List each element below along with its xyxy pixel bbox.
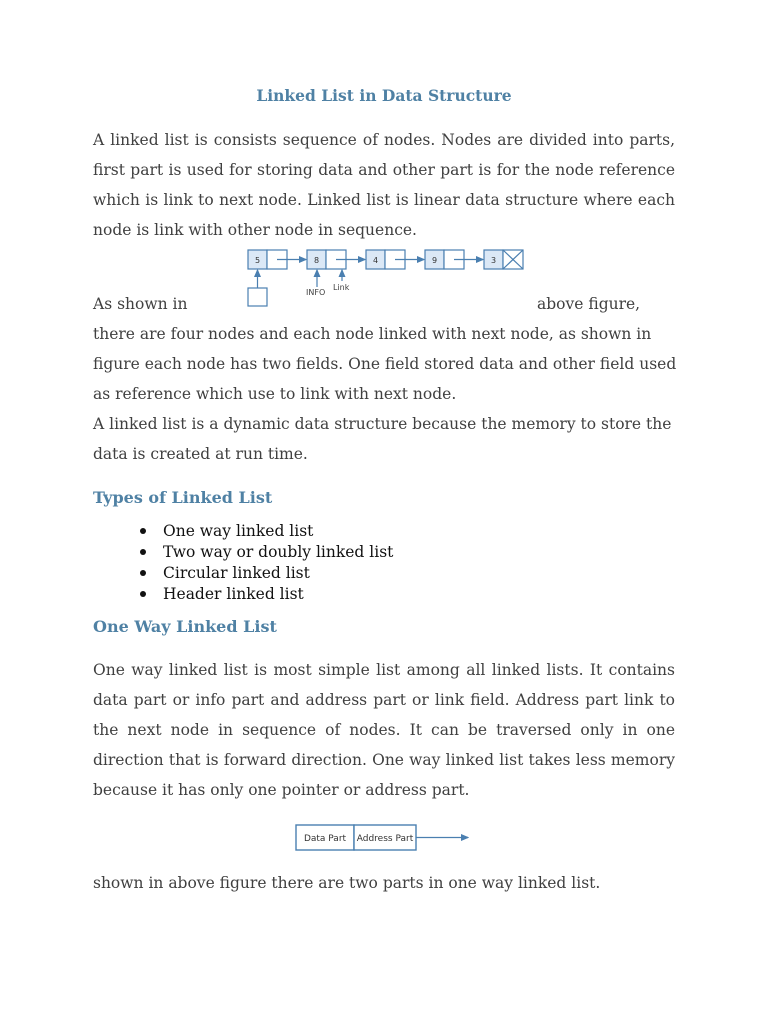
paragraph-line: there are four nodes and each node linked with next node, as shown in [93,325,652,343]
bullet-icon [140,591,146,597]
list-node [248,250,306,269]
bullet-icon [140,549,146,555]
as-shown-left: As shown in [93,295,188,313]
paragraph-line: figure each node has two fields. One field stored data and other field used [93,355,677,373]
bullet-icon [140,570,146,576]
list-node [307,250,365,269]
info-label: INFO [306,288,326,297]
head-pointer-box [248,288,267,306]
node-value: 8 [313,256,320,265]
types-list [93,521,393,605]
list-node [425,250,483,269]
one-way-node-figure [290,820,475,854]
dynamic-paragraph: A linked list is a dynamic data structure because the memory to store the data is created at run time. [93,415,672,463]
bullet-icon [140,528,146,534]
node-value: 5 [254,256,261,265]
list-item: Header linked list [93,584,393,605]
linked-list-figure [240,244,540,310]
node-value: 9 [431,256,438,265]
one-way-heading: One Way Linked List [93,617,277,636]
list-item: Two way or doubly linked list [93,542,393,563]
list-node [484,250,523,269]
intro-paragraph: A linked list is consists sequence of nodes. Nodes are divided into parts, first part is used for storing data and other part is for the node reference which is link to next node. Linked list is linear data structure where each node is link with other node in sequence. [93,131,675,239]
closing-sentence: shown in above figure there are two parts in one way linked list. [93,874,601,892]
paragraph-line: as reference which use to link with next node. [93,385,457,403]
data-part-label: Data Part [303,834,347,844]
page-title: Linked List in Data Structure [256,86,512,105]
as-shown-right: above figure, [537,295,641,313]
link-label: Link [333,283,350,292]
list-item: One way linked list [93,521,393,542]
address-part-label: Address Part [356,834,414,844]
list-node [366,250,424,269]
node-value: 4 [372,256,379,265]
one-way-paragraph: One way linked list is most simple list among all linked lists. It contains data part or info part and address part or link field. Address part link to the next node in sequence of nodes. It can be traversed only in one direction that is forward direction. One way linked list takes less memory because it has only one pointer or address part. [93,661,675,799]
node-value: 3 [490,256,497,265]
list-item: Circular linked list [93,563,393,584]
types-heading: Types of Linked List [93,488,273,507]
